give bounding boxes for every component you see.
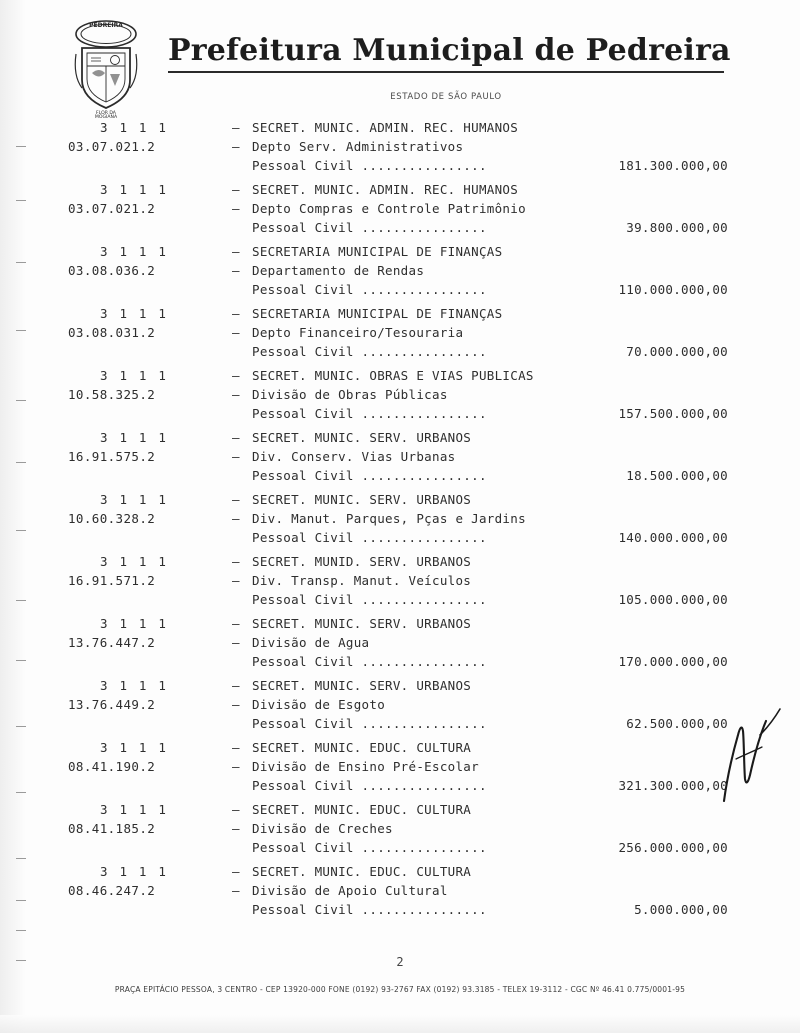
entry-organization: SECRET. MUNID. SERV. URBANOS — [252, 554, 472, 569]
page-title: Prefeitura Municipal de Pedreira — [168, 33, 731, 68]
entry-department: Depto Compras e Controle Patrimônio — [252, 201, 526, 216]
scan-artifact-mark — [16, 600, 26, 601]
entry-department-row — [0, 635, 800, 654]
entry-account-number: 03.07.021.2 — [68, 139, 156, 154]
entry-org-row — [0, 554, 800, 573]
entry-code: 3 1 1 1 — [100, 802, 169, 817]
entry-org-row — [0, 864, 800, 883]
budget-entry — [0, 182, 800, 244]
entry-org-row — [0, 740, 800, 759]
entry-account-number: 10.60.328.2 — [68, 511, 156, 526]
entry-dash: – — [232, 616, 240, 631]
budget-entry — [0, 554, 800, 616]
entry-dash: – — [232, 759, 240, 774]
entry-code: 3 1 1 1 — [100, 430, 169, 445]
entry-code: 3 1 1 1 — [100, 864, 169, 879]
entry-amount-row — [0, 468, 800, 487]
entry-department: Depto Financeiro/Tesouraria — [252, 325, 464, 340]
entry-amount-row — [0, 902, 800, 921]
entry-organization: SECRET. MUNIC. SERV. URBANOS — [252, 678, 472, 693]
entry-dash: – — [232, 883, 240, 898]
entry-department-row — [0, 697, 800, 716]
entry-line-item: Pessoal Civil ................ — [252, 406, 487, 421]
entry-line-item: Pessoal Civil ................ — [252, 840, 487, 855]
entry-org-row — [0, 616, 800, 635]
entry-line-item: Pessoal Civil ................ — [252, 282, 487, 297]
document-header — [0, 14, 800, 124]
svg-text:MOGIANA: MOGIANA — [94, 115, 118, 118]
entry-department-row — [0, 263, 800, 282]
entry-organization: SECRET. MUNIC. SERV. URBANOS — [252, 492, 472, 507]
entry-department-row — [0, 139, 800, 158]
entry-account-number: 16.91.575.2 — [68, 449, 156, 464]
entry-dash: – — [232, 430, 240, 445]
entry-dash: – — [232, 325, 240, 340]
entry-line-item: Pessoal Civil ................ — [252, 778, 487, 793]
scan-artifact-mark — [16, 400, 26, 401]
entry-code: 3 1 1 1 — [100, 120, 169, 135]
scan-artifact-mark — [16, 792, 26, 793]
entry-amount: 39.800.000,00 — [626, 220, 728, 235]
entry-organization: SECRET. MUNIC. SERV. URBANOS — [252, 430, 472, 445]
entry-amount: 170.000.000,00 — [618, 654, 728, 669]
entry-account-number: 10.58.325.2 — [68, 387, 156, 402]
entry-amount-row — [0, 158, 800, 177]
budget-entry-list — [0, 120, 800, 926]
entry-amount-row — [0, 592, 800, 611]
entry-amount: 157.500.000,00 — [618, 406, 728, 421]
entry-dash: – — [232, 740, 240, 755]
entry-code: 3 1 1 1 — [100, 306, 169, 321]
budget-entry — [0, 864, 800, 926]
entry-account-number: 13.76.449.2 — [68, 697, 156, 712]
scan-artifact-mark — [16, 900, 26, 901]
entry-org-row — [0, 368, 800, 387]
entry-dash: – — [232, 492, 240, 507]
entry-line-item: Pessoal Civil ................ — [252, 654, 487, 669]
entry-amount-row — [0, 344, 800, 363]
entry-department: Departamento de Rendas — [252, 263, 425, 278]
scan-artifact-mark — [16, 200, 26, 201]
entry-code: 3 1 1 1 — [100, 740, 169, 755]
title-underline-rule — [168, 71, 724, 73]
entry-code: 3 1 1 1 — [100, 616, 169, 631]
entry-dash: – — [232, 201, 240, 216]
entry-dash: – — [232, 244, 240, 259]
entry-dash: – — [232, 306, 240, 321]
scan-artifact-mark — [16, 462, 26, 463]
entry-department-row — [0, 759, 800, 778]
entry-dash: – — [232, 697, 240, 712]
entry-department-row — [0, 325, 800, 344]
svg-text:PEDREIRA: PEDREIRA — [89, 22, 123, 29]
entry-code: 3 1 1 1 — [100, 182, 169, 197]
entry-department-row — [0, 883, 800, 902]
scan-artifact-mark — [16, 930, 26, 931]
entry-amount: 62.500.000,00 — [626, 716, 728, 731]
entry-amount: 181.300.000,00 — [618, 158, 728, 173]
entry-code: 3 1 1 1 — [100, 554, 169, 569]
entry-amount-row — [0, 406, 800, 425]
entry-org-row — [0, 802, 800, 821]
entry-org-row — [0, 244, 800, 263]
entry-line-item: Pessoal Civil ................ — [252, 220, 487, 235]
budget-entry — [0, 740, 800, 802]
budget-entry — [0, 306, 800, 368]
entry-department: Divisão de Ensino Pré-Escolar — [252, 759, 479, 774]
entry-dash: – — [232, 139, 240, 154]
entry-dash: – — [232, 263, 240, 278]
entry-org-row — [0, 182, 800, 201]
entry-account-number: 08.41.190.2 — [68, 759, 156, 774]
entry-amount: 321.300.000,00 — [618, 778, 728, 793]
entry-amount-row — [0, 220, 800, 239]
entry-organization: SECRET. MUNIC. ADMIN. REC. HUMANOS — [252, 120, 519, 135]
entry-dash: – — [232, 511, 240, 526]
entry-line-item: Pessoal Civil ................ — [252, 530, 487, 545]
entry-department: Divisão de Esgoto — [252, 697, 386, 712]
entry-department: Divisão de Creches — [252, 821, 393, 836]
entry-org-row — [0, 492, 800, 511]
entry-department-row — [0, 511, 800, 530]
document-subtitle: ESTADO DE SÃO PAULO — [390, 92, 502, 102]
entry-account-number: 03.07.021.2 — [68, 201, 156, 216]
entry-amount: 140.000.000,00 — [618, 530, 728, 545]
entry-dash: – — [232, 573, 240, 588]
entry-dash: – — [232, 802, 240, 817]
entry-department: Div. Transp. Manut. Veículos — [252, 573, 472, 588]
entry-amount: 18.500.000,00 — [626, 468, 728, 483]
page-number: 2 — [396, 955, 404, 969]
entry-amount: 70.000.000,00 — [626, 344, 728, 359]
budget-entry — [0, 244, 800, 306]
entry-amount-row — [0, 530, 800, 549]
entry-department: Div. Manut. Parques, Pças e Jardins — [252, 511, 526, 526]
entry-amount-row — [0, 654, 800, 673]
entry-account-number: 13.76.447.2 — [68, 635, 156, 650]
budget-entry — [0, 368, 800, 430]
entry-line-item: Pessoal Civil ................ — [252, 468, 487, 483]
entry-amount-row — [0, 840, 800, 859]
budget-entry — [0, 120, 800, 182]
entry-dash: – — [232, 821, 240, 836]
entry-org-row — [0, 306, 800, 325]
entry-account-number: 08.46.247.2 — [68, 883, 156, 898]
svg-text:FLOR DA: FLOR DA — [96, 111, 116, 116]
entry-account-number: 03.08.031.2 — [68, 325, 156, 340]
entry-line-item: Pessoal Civil ................ — [252, 158, 487, 173]
scan-artifact-mark — [16, 146, 26, 147]
entry-account-number: 08.41.185.2 — [68, 821, 156, 836]
entry-department-row — [0, 201, 800, 220]
entry-line-item: Pessoal Civil ................ — [252, 716, 487, 731]
entry-organization: SECRETARIA MUNICIPAL DE FINANÇAS — [252, 306, 503, 321]
scan-artifact-mark — [16, 262, 26, 263]
budget-entry — [0, 802, 800, 864]
entry-account-number: 16.91.571.2 — [68, 573, 156, 588]
entry-department: Divisão de Apoio Cultural — [252, 883, 448, 898]
entry-amount-row — [0, 716, 800, 735]
entry-line-item: Pessoal Civil ................ — [252, 344, 487, 359]
entry-code: 3 1 1 1 — [100, 368, 169, 383]
scan-artifact-mark — [16, 960, 26, 961]
budget-entry — [0, 430, 800, 492]
entry-organization: SECRET. MUNIC. OBRAS E VIAS PUBLICAS — [252, 368, 534, 383]
entry-amount-row — [0, 778, 800, 797]
budget-entry — [0, 678, 800, 740]
entry-organization: SECRET. MUNIC. EDUC. CULTURA — [252, 740, 472, 755]
entry-line-item: Pessoal Civil ................ — [252, 902, 487, 917]
budget-entry — [0, 492, 800, 554]
entry-department-row — [0, 387, 800, 406]
entry-code: 3 1 1 1 — [100, 244, 169, 259]
entry-department: Depto Serv. Administrativos — [252, 139, 464, 154]
entry-dash: – — [232, 449, 240, 464]
entry-dash: – — [232, 678, 240, 693]
budget-entry — [0, 616, 800, 678]
entry-department-row — [0, 573, 800, 592]
scan-edge-shading-bottom — [0, 1015, 800, 1033]
entry-line-item: Pessoal Civil ................ — [252, 592, 487, 607]
scan-artifact-mark — [16, 858, 26, 859]
coat-of-arms-icon — [70, 18, 142, 118]
document-title-block — [168, 33, 731, 73]
entry-dash: – — [232, 182, 240, 197]
entry-account-number: 03.08.036.2 — [68, 263, 156, 278]
document-footer: PRAÇA EPITÁCIO PESSOA, 3 CENTRO - CEP 13920-000 FONE (0192) 93-2767 FAX (0192) 93.3185 - TELEX 19-3112 - CGC Nº 46.41 0.775/0001-95 — [114, 985, 686, 994]
scan-artifact-mark — [16, 330, 26, 331]
entry-org-row — [0, 120, 800, 139]
entry-org-row — [0, 430, 800, 449]
entry-organization: SECRET. MUNIC. EDUC. CULTURA — [252, 864, 472, 879]
entry-department: Div. Conserv. Vias Urbanas — [252, 449, 456, 464]
entry-code: 3 1 1 1 — [100, 678, 169, 693]
scan-artifact-mark — [16, 660, 26, 661]
entry-organization: SECRET. MUNIC. SERV. URBANOS — [252, 616, 472, 631]
entry-code: 3 1 1 1 — [100, 492, 169, 507]
entry-amount: 110.000.000,00 — [618, 282, 728, 297]
entry-organization: SECRETARIA MUNICIPAL DE FINANÇAS — [252, 244, 503, 259]
entry-amount: 256.000.000,00 — [618, 840, 728, 855]
scan-artifact-mark — [16, 530, 26, 531]
entry-dash: – — [232, 387, 240, 402]
entry-amount: 5.000.000,00 — [634, 902, 728, 917]
entry-amount: 105.000.000,00 — [618, 592, 728, 607]
scan-artifact-mark — [16, 726, 26, 727]
entry-department: Divisão de Obras Públicas — [252, 387, 448, 402]
entry-amount-row — [0, 282, 800, 301]
entry-dash: – — [232, 368, 240, 383]
entry-department-row — [0, 449, 800, 468]
entry-dash: – — [232, 554, 240, 569]
entry-department: Divisão de Agua — [252, 635, 370, 650]
entry-dash: – — [232, 864, 240, 879]
entry-department-row — [0, 821, 800, 840]
entry-organization: SECRET. MUNIC. EDUC. CULTURA — [252, 802, 472, 817]
entry-dash: – — [232, 635, 240, 650]
entry-dash: – — [232, 120, 240, 135]
entry-org-row — [0, 678, 800, 697]
entry-organization: SECRET. MUNIC. ADMIN. REC. HUMANOS — [252, 182, 519, 197]
